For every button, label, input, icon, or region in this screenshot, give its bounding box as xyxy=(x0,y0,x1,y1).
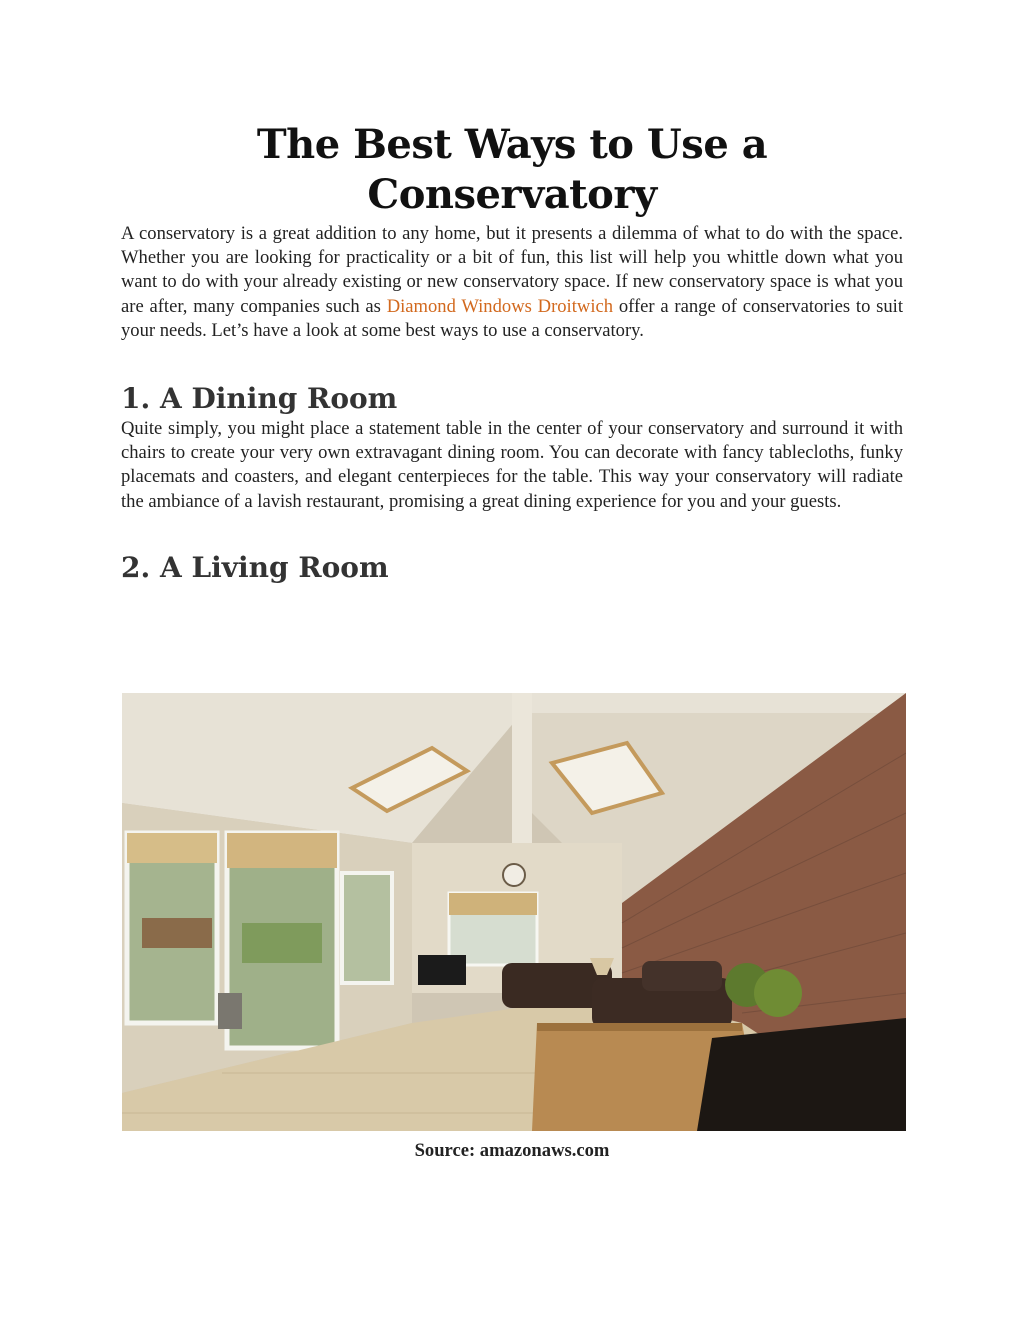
section-heading-living-room: 2. A Living Room xyxy=(121,550,389,584)
dining-room-paragraph: Quite simply, you might place a statement table in the center of your conservatory and surround it with chairs to create your very own extravagant dining room. You can decorate with fancy tablecloths, funky placemats and coasters, and elegant centerpieces for the table. This way your conservatory will radiate the ambiance of a lavish restaurant, promising a great dining experience for you and your guests. xyxy=(121,418,903,512)
diamond-windows-link[interactable]: Diamond Windows Droitwich xyxy=(386,295,614,317)
intro-text-after-link: offer a range of conservatories to suit your needs. Let’s have a look at some best ways to use a conservatory. xyxy=(121,295,904,341)
document-body xyxy=(121,120,903,586)
page-title: The Best Ways to Use a Conservatory xyxy=(256,121,768,218)
section-heading-dining-room: 1. A Dining Room xyxy=(121,382,398,416)
conservatory-living-room-photo xyxy=(122,693,906,1131)
intro-paragraph xyxy=(121,222,903,343)
image-caption: Source: amazonaws.com xyxy=(414,1140,610,1161)
intro-text-before-link: A conservatory is a great addition to any home, but it presents a dilemma of what to do with the space. Whether you are looking for practicality or a bit of fun, this list will help you whittle down what you want to do with your already existing or new conservatory space. If new conservatory space is what you are after, many companies such as xyxy=(121,223,903,317)
